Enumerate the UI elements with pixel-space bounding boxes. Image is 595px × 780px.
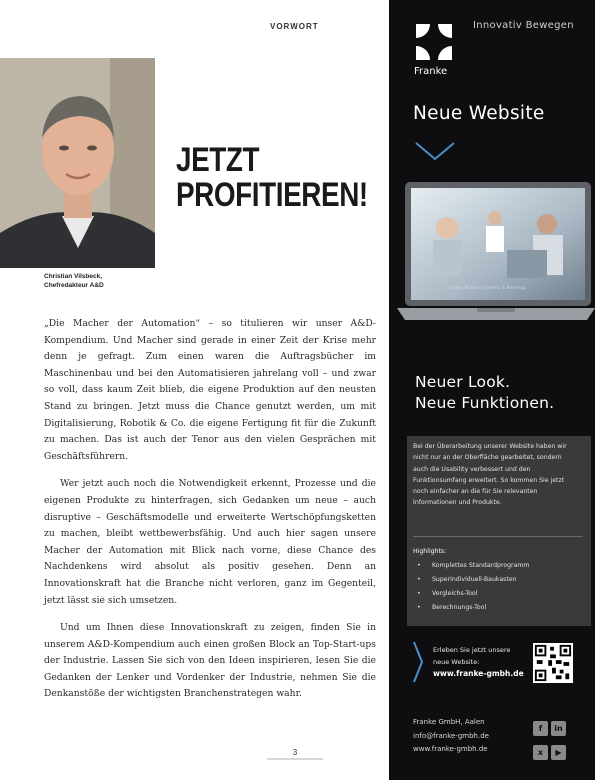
highlights-list bbox=[413, 559, 529, 615]
ad-box-divider bbox=[413, 536, 583, 537]
contact-company: Franke GmbH, Aalen bbox=[413, 718, 485, 726]
highlight-item: • Vergleichs-Tool bbox=[413, 587, 529, 601]
laptop-screen-caption: Linear Motion Systems & Bearings bbox=[449, 286, 527, 291]
caption-role: Chefredakteur A&D bbox=[44, 282, 104, 289]
franke-logo-icon bbox=[414, 22, 454, 62]
portrait-caption bbox=[44, 272, 104, 290]
page-number: 3 bbox=[292, 748, 298, 757]
highlights-title: Highlights: bbox=[413, 548, 447, 555]
laptop-mockup bbox=[397, 180, 595, 340]
ad-box-text: Bei der Überarbeitung unserer Website haben wir nicht nur an der Oberfläche gearbeitet, sondern auch die Usability verbessert und den Funktionsumfang erweitert. So kommen Sie jetzt noch einfacher an die für Sie relevanten Informationen und Produkte. bbox=[413, 443, 567, 507]
facebook-icon[interactable]: f bbox=[533, 721, 548, 736]
franke-advertisement bbox=[389, 0, 595, 780]
cta-text bbox=[433, 645, 510, 668]
highlight-item: • Komplettes Standardprogramm bbox=[413, 559, 529, 573]
cta-line-2: neue Website: bbox=[433, 657, 480, 666]
ad-subheading bbox=[415, 372, 554, 414]
ad-heading: Neue Website bbox=[413, 103, 545, 124]
brand-name: Franke bbox=[414, 66, 448, 77]
linkedin-icon[interactable]: in bbox=[551, 721, 566, 736]
body-paragraph-2: Wer jetzt auch noch die Notwendigkeit erkennt, Prozesse und die eigenen Produkte zu hinterfragen, sich Gedanken um neue – auch disruptive – Geschäftsmodelle und erweiterte Wertschöpfungsketten zu machen, bleibt wettbewerbsfähig. Und auch hier sagen unsere Macher der Automation mit Blick nach vorne, diese Chance des Nachdenkens wird absolut als positiv gesehen. Denn an Innovationskraft hat die Branche nicht verloren, ganz im Gegenteil, jetzt lässt sie sich umsetzen. bbox=[44, 478, 376, 606]
cta-website-link[interactable]: www.franke-gmbh.de bbox=[433, 669, 524, 678]
ad-subheading-line-1: Neuer Look. bbox=[415, 373, 511, 391]
author-portrait bbox=[0, 58, 155, 268]
highlight-item: • Berechnungs-Tool bbox=[413, 601, 529, 615]
contact-info bbox=[413, 716, 489, 757]
contact-email[interactable]: info@franke-gmbh.de bbox=[413, 731, 489, 740]
brand-tagline: Innovativ Bewegen bbox=[473, 20, 574, 31]
headline-line-2: PROFITIEREN! bbox=[176, 176, 368, 214]
youtube-icon[interactable]: ▶ bbox=[551, 745, 566, 760]
editorial-body bbox=[44, 316, 376, 714]
xing-icon[interactable]: x bbox=[533, 745, 548, 760]
headline-line-1: JETZT bbox=[176, 141, 260, 179]
body-paragraph-1: „Die Macher der Automation“ – so titulieren wir unser A&D-Kompendium. Und Macher sind gerade in einer Zeit der Krise mehr denn je gefragt. Zum einen waren die Auftragsbücher im Maschinenbau und bei den Automatisieren jahrelang voll – und zwar so voll, dass kaum Zeit blieb, die eigene Produktion auf den neusten Stand zu bringen. Jetzt muss die Chance genutzt werden, um mit Digitalisierung, Robotik & Co. die eigene Fertigung fit für die Zukunft zu machen. Das ist auch der Tenor aus den vielen Gesprächen mit Geschäftsführern. bbox=[44, 318, 376, 462]
qr-code-icon[interactable] bbox=[533, 643, 573, 683]
ad-subheading-line-2: Neue Funktionen. bbox=[415, 394, 555, 412]
chevron-right-icon bbox=[412, 640, 424, 684]
section-label: VORWORT bbox=[270, 22, 319, 31]
social-icons bbox=[533, 716, 579, 764]
headline bbox=[176, 143, 368, 213]
chevron-down-icon bbox=[414, 140, 456, 162]
page-footer-mark bbox=[267, 758, 323, 760]
cta-line-1: Erleben Sie jetzt unsere bbox=[433, 646, 511, 654]
body-paragraph-3: Und um Ihnen diese Innovationskraft zu zeigen, finden Sie in unserem A&D-Kompendium auch einen großen Block an Top-Start-ups der Industrie. Lassen Sie sich von den Ideen inspirieren, lesen Sie die Gedanken der Lenker und Vordenker der Industrie, nehmen Sie die Denkanstöße der wichtigsten Branchenstrategen wahr. bbox=[44, 622, 376, 700]
contact-website[interactable]: www.franke-gmbh.de bbox=[413, 745, 488, 753]
highlight-item: • Superindividuell-Baukasten bbox=[413, 573, 529, 587]
caption-name: Christian Vilsbeck, bbox=[44, 273, 103, 280]
author-photo bbox=[0, 58, 155, 268]
